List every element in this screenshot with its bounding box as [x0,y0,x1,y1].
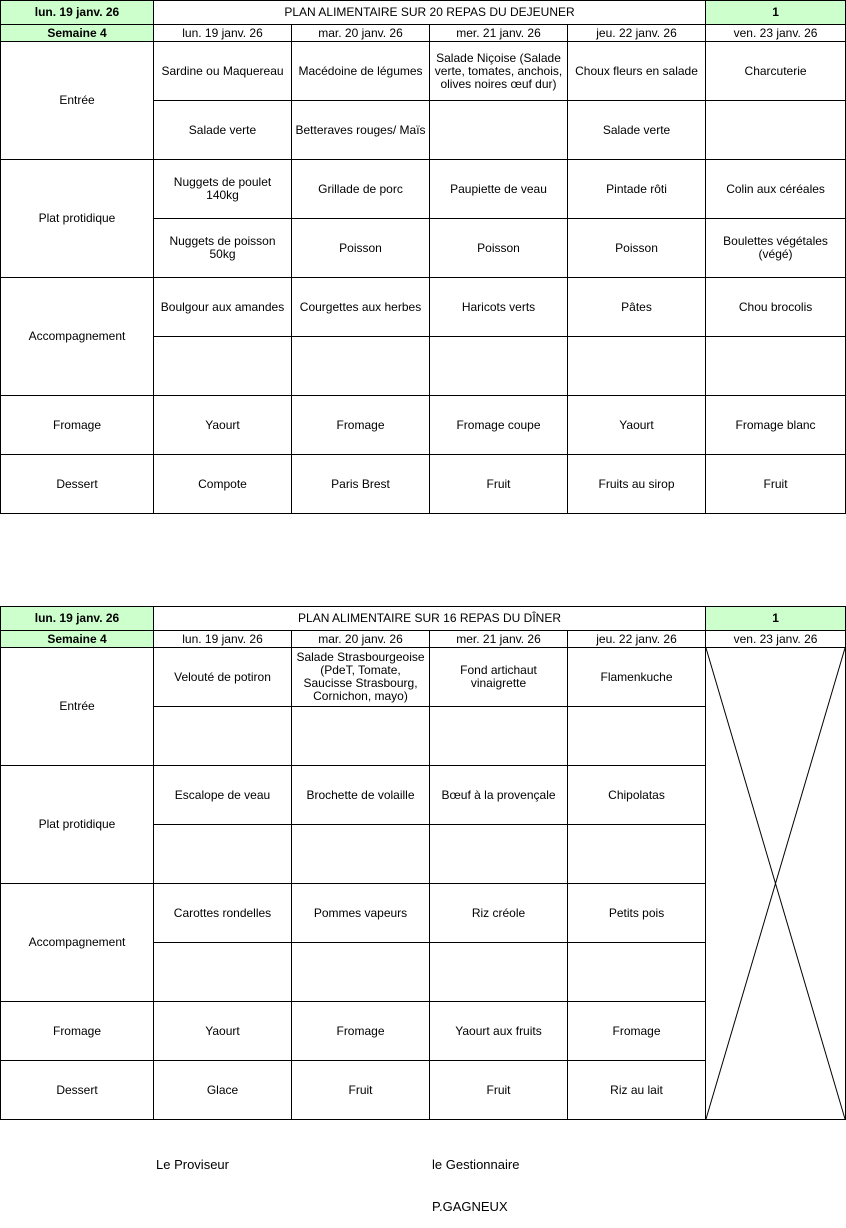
dinner-entree-cell [430,707,568,766]
dinner-entree-cell: Salade Strasbourgeoise (PdeT, Tomate, Saucisse Strasbourg, Cornichon, mayo) [292,648,430,707]
lunch-entree-cell: Sardine ou Maquereau [154,42,292,101]
proviseur-label: Le Proviseur [156,1157,229,1172]
dinner-day-header: lun. 19 janv. 26 [154,631,292,648]
dinner-day-header: ven. 23 janv. 26 [706,631,846,648]
lunch-accomp-cell: Haricots verts [430,278,568,337]
dinner-plat-cell [154,825,292,884]
lunch-accomp-cell: Boulgour aux amandes [154,278,292,337]
dinner-fromage-cell: Fromage [292,1002,430,1061]
lunch-day-header: mer. 21 janv. 26 [430,25,568,42]
dinner-accomp-cell [568,943,706,1002]
lunch-plat-cell: Paupiette de veau [430,160,568,219]
dinner-plat-cell: Chipolatas [568,766,706,825]
dinner-date: lun. 19 janv. 26 [1,607,154,631]
lunch-entree-cell: Macédoine de légumes [292,42,430,101]
lunch-title: PLAN ALIMENTAIRE SUR 20 REPAS DU DEJEUNER [154,1,706,25]
lunch-dessert-cell: Fruit [430,455,568,514]
dinner-accomp-cell: Riz créole [430,884,568,943]
lunch-entree-cell [430,101,568,160]
dinner-friday-crossed-out [706,648,846,1120]
lunch-entree-cell: Salade Niçoise (Salade verte, tomates, anchois, olives noires œuf dur) [430,42,568,101]
lunch-plat-cell: Colin aux céréales [706,160,846,219]
dinner-plat-cell [292,825,430,884]
lunch-plat-cell [154,160,292,219]
lunch-dessert-cell: Fruit [706,455,846,514]
dinner-plat-cell: Brochette de volaille [292,766,430,825]
dinner-title: PLAN ALIMENTAIRE SUR 16 REPAS DU DÎNER [154,607,706,631]
dinner-plat-cell [568,825,706,884]
dinner-plat-cell: Escalope de veau [154,766,292,825]
dinner-fromage-cell: Yaourt aux fruits [430,1002,568,1061]
dinner-entree-cell [568,707,706,766]
lunch-dessert-cell: Paris Brest [292,455,430,514]
lunch-fromage-cell: Yaourt [154,396,292,455]
lunch-entree-cell: Charcuterie [706,42,846,101]
lunch-accomp-cell [706,337,846,396]
lunch-plat-name: Nuggets de poisson [169,234,276,248]
gestionnaire-label: le Gestionnaire [432,1157,520,1172]
lunch-entree-cell: Betteraves rouges/ Maïs [292,101,430,160]
dinner-dessert-cell: Glace [154,1061,292,1120]
lunch-plat-cell: Pintade rôti [568,160,706,219]
lunch-plat-cell: Grillade de porc [292,160,430,219]
dinner-dessert-cell: Fruit [430,1061,568,1120]
dinner-entree-cell [292,707,430,766]
cross-mark-icon [706,648,845,1119]
lunch-category-accompagnement: Accompagnement [1,278,154,396]
dinner-category-dessert: Dessert [1,1061,154,1120]
dinner-day-header: mar. 20 janv. 26 [292,631,430,648]
dinner-category-entree: Entrée [1,648,154,766]
lunch-plat-cell [154,219,292,278]
dinner-accomp-cell [430,943,568,1002]
lunch-day-header: mar. 20 janv. 26 [292,25,430,42]
dinner-week: Semaine 4 [1,631,154,648]
dinner-entree-cell: Flamenkuche [568,648,706,707]
lunch-fromage-cell: Fromage blanc [706,396,846,455]
lunch-plat-cell: Boulettes végétales (végé) [706,219,846,278]
gestionnaire-name: P.GAGNEUX [432,1199,508,1214]
dinner-category-plat: Plat protidique [1,766,154,884]
dinner-plan-number: 1 [706,607,846,631]
lunch-accomp-cell [568,337,706,396]
dinner-fromage-cell: Fromage [568,1002,706,1061]
dinner-entree-cell [154,707,292,766]
lunch-accomp-cell: Chou brocolis [706,278,846,337]
dinner-fromage-cell: Yaourt [154,1002,292,1061]
lunch-accomp-cell: Pâtes [568,278,706,337]
dinner-accomp-cell: Carottes rondelles [154,884,292,943]
lunch-plat-cell: Poisson [430,219,568,278]
lunch-accomp-cell [154,337,292,396]
lunch-day-header: lun. 19 janv. 26 [154,25,292,42]
dinner-menu-table [0,606,846,1120]
lunch-plan-number: 1 [706,1,846,25]
lunch-accomp-cell [292,337,430,396]
dinner-plat-cell [430,825,568,884]
lunch-entree-cell [706,101,846,160]
dinner-plat-cell: Bœuf à la provençale [430,766,568,825]
lunch-category-entree: Entrée [1,42,154,160]
lunch-category-dessert: Dessert [1,455,154,514]
lunch-day-header: jeu. 22 janv. 26 [568,25,706,42]
lunch-accomp-cell: Courgettes aux herbes [292,278,430,337]
lunch-dessert-cell: Compote [154,455,292,514]
lunch-plat-name: Nuggets de poulet [173,175,272,189]
lunch-fromage-cell: Yaourt [568,396,706,455]
dinner-accomp-cell: Pommes vapeurs [292,884,430,943]
dinner-entree-cell: Velouté de potiron [154,648,292,707]
lunch-dessert-cell: Fruits au sirop [568,455,706,514]
lunch-week: Semaine 4 [1,25,154,42]
dinner-entree-cell: Fond artichaut vinaigrette [430,648,568,707]
dinner-accomp-cell [154,943,292,1002]
lunch-fromage-cell: Fromage [292,396,430,455]
dinner-accomp-cell [292,943,430,1002]
lunch-date: lun. 19 janv. 26 [1,1,154,25]
lunch-plat-quantity: 140kg [206,188,239,202]
lunch-category-plat: Plat protidique [1,160,154,278]
dinner-day-header: jeu. 22 janv. 26 [568,631,706,648]
dinner-day-header: mer. 21 janv. 26 [430,631,568,648]
lunch-accomp-cell [430,337,568,396]
lunch-menu-table [0,0,846,514]
dinner-dessert-cell: Riz au lait [568,1061,706,1120]
lunch-entree-cell: Choux fleurs en salade [568,42,706,101]
lunch-category-fromage: Fromage [1,396,154,455]
lunch-entree-cell: Salade verte [154,101,292,160]
lunch-entree-cell: Salade verte [568,101,706,160]
lunch-plat-cell: Poisson [568,219,706,278]
lunch-day-header: ven. 23 janv. 26 [706,25,846,42]
dinner-accomp-cell: Petits pois [568,884,706,943]
dinner-category-accompagnement: Accompagnement [1,884,154,1002]
dinner-category-fromage: Fromage [1,1002,154,1061]
lunch-plat-quantity: 50kg [209,247,236,261]
lunch-plat-cell: Poisson [292,219,430,278]
lunch-fromage-cell: Fromage coupe [430,396,568,455]
dinner-dessert-cell: Fruit [292,1061,430,1120]
